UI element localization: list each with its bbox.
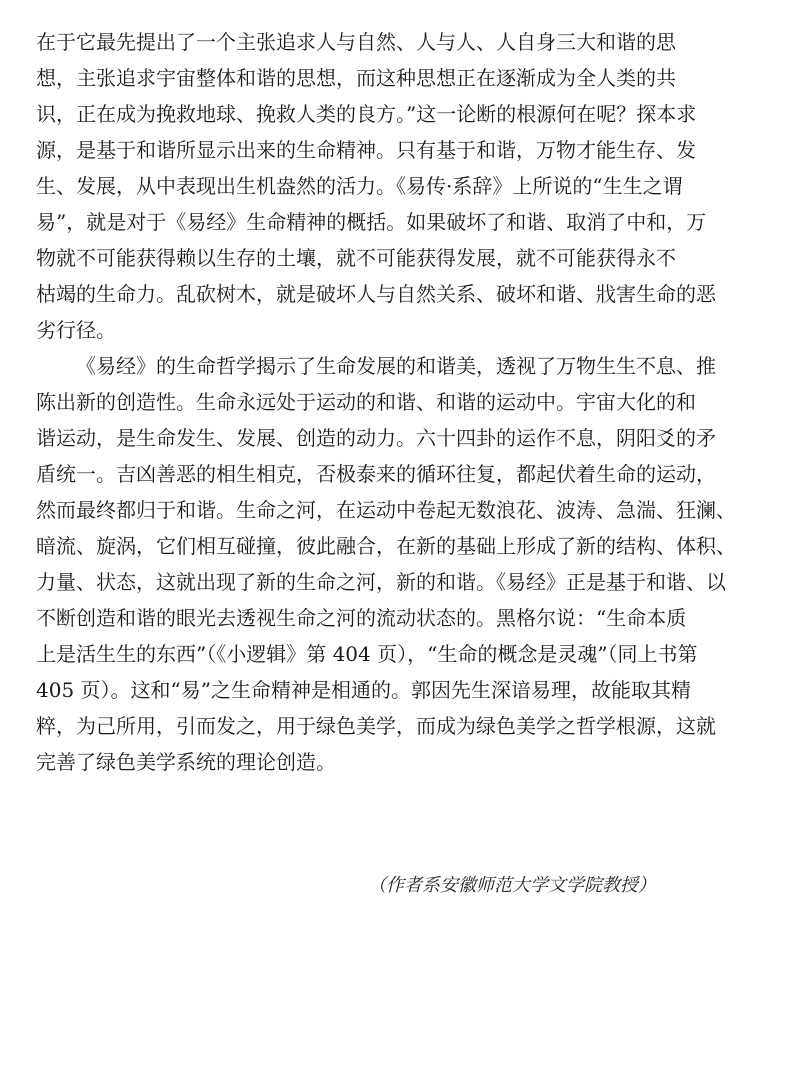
paragraph-2-line-8: 不断创造和谐的眼光去透视生命之河的流动状态的。黑格尔说：“生命本质 — [36, 606, 687, 630]
paragraph-1-line-2: 想，主张追求宇宙整体和谐的思想，而这种思想正在逐渐成为全人类的共 — [36, 66, 676, 90]
paragraph-2-line-6: 暗流、旋涡，它们相互碰撞，彼此融合，在新的基础上形成了新的结构、体积、 — [36, 534, 736, 558]
paragraph-2-line-11: 粹，为己所用，引而发之，用于绿色美学，而成为绿色美学之哲学根源，这就 — [36, 714, 716, 738]
paragraph-2-line-7: 力量、状态，这就出现了新的生命之河，新的和谐。《易经》正是基于和谐、以 — [36, 570, 726, 594]
author-note: （作者系安徽师范大学文学院教授） — [368, 875, 656, 896]
paragraph-1-line-5: 生、发展，从中表现出生机盎然的活力。《易传·系辞》上所说的“生生之谓 — [36, 174, 683, 198]
paragraph-1-line-9: 劣行径。 — [36, 318, 116, 342]
paragraph-1-line-1: 在于它最先提出了一个主张追求人与自然、人与人、人自身三大和谐的思 — [36, 30, 676, 54]
paragraph-2-line-9: 上是活生生的东西”（《小逻辑》第 404 页），“生命的概念是灵魂”（同上书第 — [36, 642, 698, 666]
paragraph-1-line-6: 易”，就是对于《易经》生命精神的概括。如果破坏了和谐、取消了中和，万 — [36, 210, 707, 234]
paragraph-1-line-3: 识，正在成为挽救地球、挽救人类的良方。”这一论断的根源何在呢？探本求 — [36, 102, 697, 126]
paragraph-1-line-7: 物就不可能获得赖以生存的土壤，就不可能获得发展，就不可能获得永不 — [36, 246, 676, 270]
paragraph-2-line-12: 完善了绿色美学系统的理论创造。 — [36, 750, 336, 774]
paragraph-2-line-4: 盾统一。吉凶善恶的相生相克，否极泰来的循环往复，都起伏着生命的运动， — [36, 462, 716, 486]
paragraph-2-line-10: 405 页）。这和“易”之生命精神是相通的。郭因先生深谙易理，故能取其精 — [36, 678, 691, 702]
paragraph-2-line-1: 《易经》的生命哲学揭示了生命发展的和谐美，透视了万物生生不息、推 — [76, 354, 716, 378]
paragraph-2-line-2: 陈出新的创造性。生命永远处于运动的和谐、和谐的运动中。宇宙大化的和 — [36, 390, 696, 414]
paragraph-2-line-5: 然而最终都归于和谐。生命之河，在运动中卷起无数浪花、波涛、急湍、狂澜、 — [36, 498, 736, 522]
paragraph-2-line-3: 谐运动，是生命发生、发展、创造的动力。六十四卦的运作不息，阴阳爻的矛 — [36, 426, 716, 450]
paragraph-1-line-8: 枯竭的生命力。乱砍树木，就是破坏人与自然关系、破坏和谐、戕害生命的恶 — [36, 282, 716, 306]
paragraph-1-line-4: 源，是基于和谐所显示出来的生命精神。只有基于和谐，万物才能生存、发 — [36, 138, 696, 162]
